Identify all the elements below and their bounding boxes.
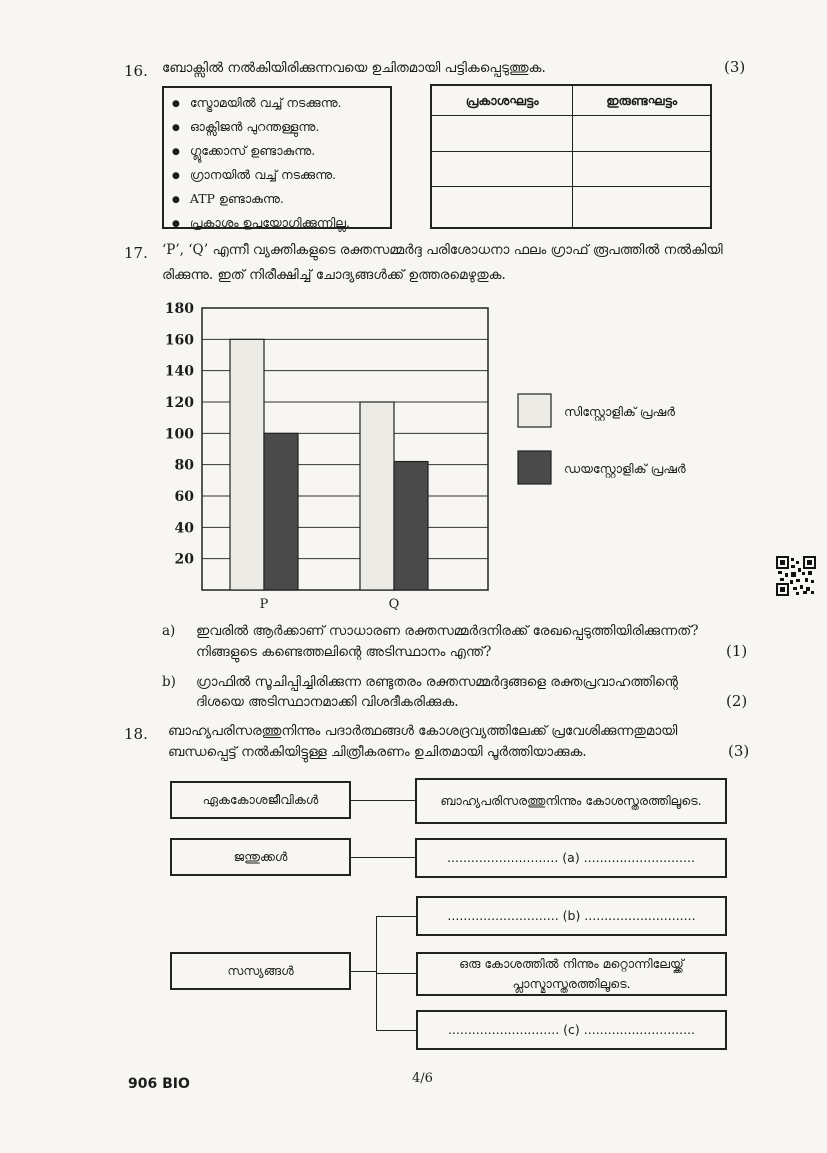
- y-tick-label: 140: [164, 363, 194, 380]
- q17-text-line1: ‘P’, ‘Q’ എന്നീ വ്യക്തികളുടെ രക്തസമ്മർദ്ദ പരിശോധനാ ഫലം ഗ്രാഫ് രൂപത്തിൽ നൽകിയി: [162, 242, 723, 258]
- bar-diastolic-q: [394, 462, 428, 590]
- q18-text-line2: ബന്ധപ്പെട്ട് നൽകിയിട്ടുള്ള ചിത്രീകരണം ഉചിതമായി പൂർത്തിയാക്കുക.: [168, 744, 587, 760]
- box-animals: ജന്തുക്കൾ: [170, 838, 351, 876]
- box-through-cell-membrane: ബാഹ്യപരിസരത്തുനിന്നും കോശസ്തരത്തിലൂടെ.: [415, 778, 727, 824]
- q17a-line1: ഇവരിൽ ആർക്കാണ് സാധാരണ രക്തസമ്മർദനിരക്ക് രേഖപ്പെടുത്തിയിരിക്കുന്നത്?: [196, 623, 699, 639]
- box-unicellular-organisms: ഏകകോശജീവികൾ: [170, 781, 351, 819]
- y-tick-label: 160: [164, 332, 194, 349]
- connector-line: [351, 857, 415, 858]
- blank-a-box[interactable]: ............................ (a) ............................: [415, 838, 727, 878]
- statement-item: ● ATP ഉണ്ടാകുന്നു.: [172, 188, 390, 212]
- q16-answer-table: [430, 84, 712, 229]
- q17-text-line2: രിക്കുന്നു. ഇത് നിരീക്ഷിച്ച് ചോദ്യങ്ങൾക്ക് ഉത്തരമെഴുതുക.: [162, 267, 506, 283]
- page-number: 4/6: [412, 1071, 433, 1086]
- statement-item: ● ഓക്സിജൻ പുറന്തള്ളുന്നു.: [172, 116, 390, 140]
- connector-line: [376, 1030, 416, 1031]
- blood-pressure-chart: [150, 296, 710, 616]
- q17b-line1: ഗ്രാഫിൽ സൂചിപ്പിച്ചിരിക്കുന്ന രണ്ടുതരം രക്തസമ്മർദ്ദങ്ങളെ രക്തപ്രവാഹത്തിന്റെ: [196, 674, 678, 690]
- y-tick-label: 180: [164, 301, 194, 317]
- legend-label: സിസ്റ്റോളിക് പ്രഷർ: [564, 404, 676, 419]
- box-plants: സസ്യങ്ങൾ: [170, 952, 351, 990]
- q17a-label: a): [162, 623, 176, 639]
- y-tick-label: 120: [164, 395, 194, 411]
- y-tick-label: 20: [174, 551, 194, 568]
- q17b-marks: (2): [726, 692, 748, 710]
- q17a-line2: നിങ്ങളുടെ കണ്ടെത്തലിന്റെ അടിസ്ഥാനം എന്ത്?: [196, 644, 492, 660]
- connector-line: [376, 916, 416, 917]
- box-cell-to-cell-plasma-membrane: ഒരു കോശത്തിൽ നിന്നും മറ്റൊന്നിലേയ്ക്ക് പ്ലാസ്മാസ്തരത്തിലൂടെ.: [416, 952, 727, 996]
- answer-cell[interactable]: [573, 187, 711, 228]
- y-tick-label: 60: [174, 489, 194, 505]
- legend-label: ഡയസ്റ്റോളിക് പ്രഷർ: [564, 461, 686, 476]
- column-header-dark-phase: ഇരുണ്ടഘട്ടം: [573, 85, 711, 116]
- answer-cell[interactable]: [431, 116, 573, 152]
- x-tick-label: Q: [388, 597, 400, 612]
- connector-line: [351, 971, 376, 972]
- statement-item: ● പ്രകാശം ഉപയോഗിക്കുന്നില്ല.: [172, 212, 390, 236]
- column-header-light-phase: പ്രകാശഘട്ടം: [431, 85, 573, 116]
- x-tick-label: P: [259, 597, 269, 612]
- qr-code-icon: [776, 556, 816, 596]
- q18-number: 18.: [124, 725, 148, 743]
- y-tick-label: 80: [174, 457, 194, 474]
- legend-swatch: [518, 394, 551, 427]
- answer-cell[interactable]: [431, 151, 573, 187]
- statement-item: ● ഗ്ലൂക്കോസ് ഉണ്ടാകുന്നു.: [172, 140, 390, 164]
- answer-cell[interactable]: [431, 187, 573, 228]
- blank-b-box[interactable]: ............................ (b) ............................: [416, 896, 727, 936]
- q17a-marks: (1): [726, 642, 748, 660]
- y-tick-label: 100: [164, 426, 194, 443]
- q16-number: 16.: [124, 62, 148, 80]
- answer-cell[interactable]: [573, 151, 711, 187]
- q16-statement-box: [162, 86, 392, 229]
- legend-swatch: [518, 451, 551, 484]
- connector-line: [376, 973, 416, 974]
- connector-line: [351, 800, 415, 801]
- q17b-label: b): [162, 674, 176, 690]
- q16-marks: (3): [724, 58, 746, 76]
- q18-text-line1: ബാഹ്യപരിസരത്തുനിന്നും പദാർത്ഥങ്ങൾ കോശദ്രവ്യത്തിലേക്ക് പ്രവേശിക്കുന്നതുമായി: [168, 723, 678, 739]
- bar-systolic-q: [360, 402, 394, 590]
- y-tick-label: 40: [174, 520, 194, 537]
- blank-c-box[interactable]: ............................ (c) ............................: [416, 1010, 727, 1050]
- q18-marks: (3): [728, 742, 750, 760]
- answer-cell[interactable]: [573, 116, 711, 152]
- q17-number: 17.: [124, 244, 148, 262]
- paper-code: 906 BIO: [128, 1076, 190, 1092]
- statement-item: ● ഗ്രാനയിൽ വച്ച് നടക്കുന്നു.: [172, 164, 390, 188]
- statement-item: ● സ്ട്രോമയിൽ വച്ച് നടക്കുന്നു.: [172, 92, 390, 116]
- q16-text: ബോക്സിൽ നൽകിയിരിക്കുന്നവയെ ഉചിതമായി പട്ടികപ്പെടുത്തുക.: [162, 60, 546, 76]
- q17b-line2: ദിശയെ അടിസ്ഥാനമാക്കി വിശദീകരിക്കുക.: [196, 694, 459, 710]
- bar-diastolic-p: [264, 433, 298, 590]
- bar-systolic-p: [230, 339, 264, 590]
